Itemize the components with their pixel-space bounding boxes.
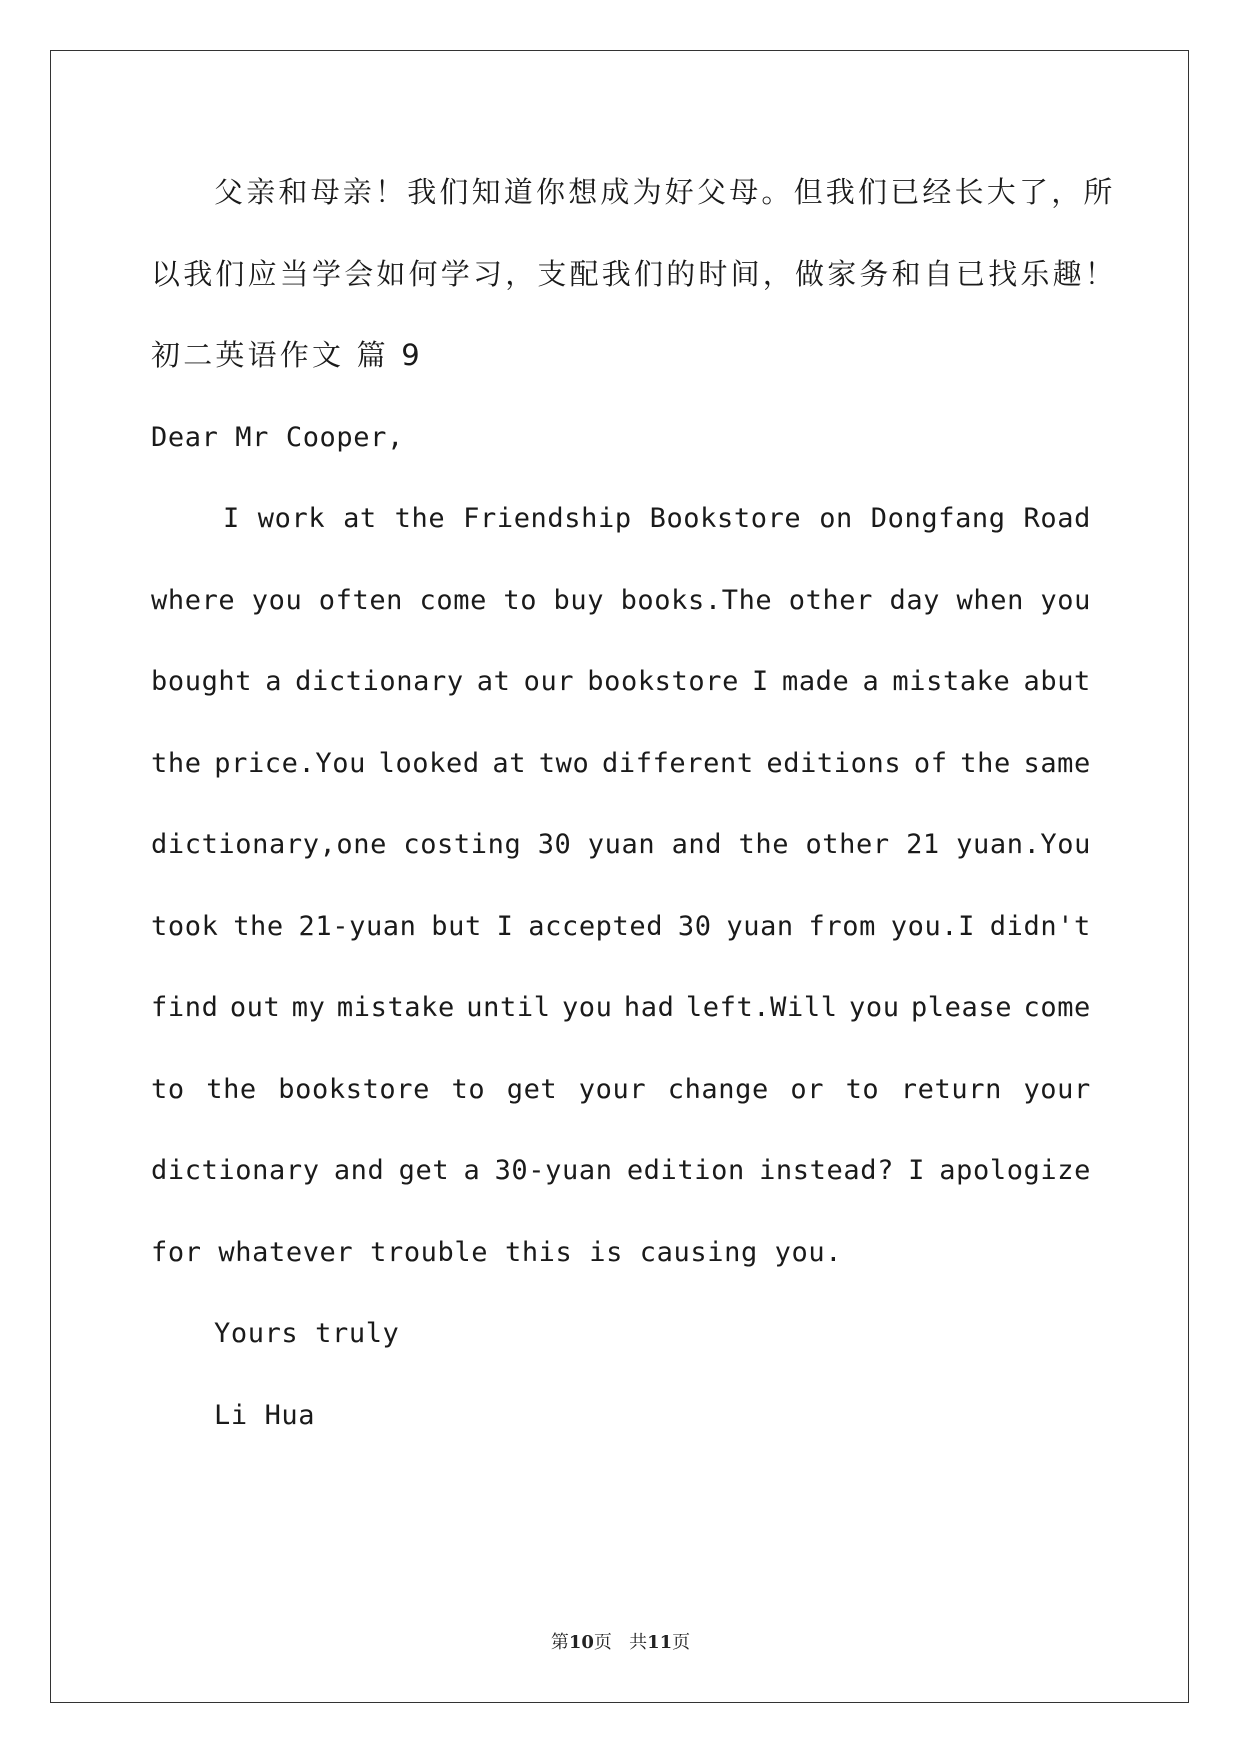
word: instead? — [759, 1155, 894, 1186]
word: to — [503, 584, 538, 616]
word: until — [466, 992, 551, 1023]
document-body — [151, 152, 1118, 1456]
word: abut — [1023, 666, 1091, 697]
word: my — [291, 992, 326, 1023]
word: get — [506, 1073, 558, 1105]
letter-body-line — [151, 886, 1091, 968]
word: return — [900, 1073, 1002, 1105]
word: different — [602, 747, 754, 779]
word: apologize — [939, 1155, 1091, 1186]
section-heading: 初二英语作文 篇 9 — [151, 338, 423, 372]
salutation: Dear Mr Cooper, — [151, 421, 404, 453]
word: the — [960, 747, 1011, 779]
footer-total-pages: 11 — [647, 1632, 673, 1653]
word: accepted — [528, 910, 664, 942]
word: come — [1023, 992, 1091, 1023]
word: out — [229, 992, 281, 1023]
word: the — [206, 1073, 257, 1105]
paragraph-cn-line-1: 父亲和母亲！我们知道你想成为好父母。但我们已经长大了，所 — [214, 175, 1116, 209]
word: 30 — [677, 910, 712, 942]
word: the — [738, 829, 790, 860]
word: and — [671, 829, 723, 860]
word: you — [1040, 584, 1091, 616]
word: same — [1023, 747, 1091, 779]
word: please — [910, 992, 1013, 1023]
word: often — [318, 584, 404, 616]
word: I — [752, 666, 769, 697]
word: your — [578, 1073, 647, 1105]
word: where — [151, 584, 236, 616]
word: costing — [403, 829, 522, 860]
word: a — [463, 1155, 481, 1186]
word: a — [862, 666, 880, 697]
page-footer — [0, 1628, 1241, 1654]
word: yuan — [726, 910, 794, 942]
word: our — [523, 666, 575, 697]
word: editions — [766, 747, 902, 779]
word: bookstore — [587, 666, 739, 697]
word: a — [265, 666, 283, 697]
letter-body-line — [151, 641, 1091, 723]
letter-body — [151, 478, 1091, 1212]
word: Road — [1023, 503, 1091, 534]
word: yuan — [587, 829, 656, 860]
word: books.The — [620, 584, 773, 616]
word: didn't — [989, 910, 1091, 942]
word: you — [251, 584, 303, 616]
word: come — [419, 584, 487, 616]
word: two — [538, 747, 590, 779]
word: but — [431, 910, 482, 942]
word: at — [476, 666, 511, 697]
word: 21-yuan — [298, 910, 417, 942]
word: edition — [626, 1155, 745, 1186]
word: or — [790, 1073, 825, 1105]
word: Friendship — [463, 503, 632, 534]
letter-body-line — [151, 804, 1091, 886]
letter-body-line — [151, 478, 1091, 560]
footer-current-page: 10 — [568, 1632, 594, 1653]
letter-body-line — [151, 723, 1091, 805]
word: made — [781, 666, 850, 697]
word: the — [394, 503, 446, 534]
footer-page-word: 页 — [593, 1632, 612, 1653]
word: dictionary,one — [151, 829, 387, 860]
word: 21 — [906, 829, 940, 860]
word: at — [492, 747, 527, 779]
word: on — [819, 503, 853, 534]
footer-prefix: 第 — [550, 1632, 569, 1653]
word: and — [333, 1155, 385, 1186]
footer-total-prefix: 共 — [629, 1632, 648, 1653]
word: change — [667, 1073, 769, 1105]
word: I — [496, 910, 514, 942]
word: had — [623, 992, 675, 1023]
signature: Li Hua — [214, 1399, 316, 1431]
word: the — [151, 747, 202, 779]
word: Dongfang — [870, 503, 1006, 534]
word: yuan.You — [956, 829, 1091, 860]
letter-body-line — [151, 1130, 1091, 1212]
word: to — [845, 1073, 880, 1105]
word: price.You — [214, 747, 366, 779]
word: get — [398, 1155, 450, 1186]
word: from — [808, 910, 876, 942]
word: you.I — [890, 910, 976, 942]
word: day — [889, 584, 941, 616]
word: took — [151, 910, 219, 942]
word: bookstore — [278, 1073, 430, 1105]
word: the — [233, 910, 284, 942]
word: to — [151, 1073, 185, 1105]
word: your — [1023, 1073, 1091, 1105]
word: bought — [151, 666, 253, 697]
word: dictionary — [151, 1155, 320, 1186]
word: mistake — [336, 992, 455, 1023]
word: find — [151, 992, 219, 1023]
word: to — [451, 1073, 486, 1105]
word: mistake — [892, 666, 1011, 697]
word: when — [956, 584, 1024, 616]
word: left.Will — [685, 992, 838, 1023]
word: dictionary — [295, 666, 464, 697]
paragraph-cn-line-2: 以我们应当学会如何学习，支配我们的时间，做家务和自已找乐趣！ — [151, 256, 1118, 291]
footer-gap — [612, 1632, 629, 1653]
word: I — [223, 503, 240, 534]
letter-last-line: for whatever trouble this is causing you. — [151, 1236, 843, 1268]
word: of — [913, 747, 948, 779]
footer-total-suffix: 页 — [672, 1632, 691, 1653]
word: you — [848, 992, 900, 1023]
word: you — [561, 992, 613, 1023]
word: other — [788, 584, 874, 616]
letter-body-line — [151, 967, 1091, 1049]
word: 30-yuan — [494, 1155, 613, 1186]
letter-body-line — [151, 560, 1091, 642]
word: buy — [553, 584, 605, 616]
word: Bookstore — [649, 503, 802, 534]
word: work — [257, 503, 326, 534]
word: I — [908, 1155, 926, 1186]
word: 30 — [537, 829, 572, 860]
word: other — [805, 829, 890, 860]
letter-body-line — [151, 1049, 1091, 1131]
word: looked — [378, 747, 480, 779]
closing: Yours truly — [214, 1318, 400, 1349]
word: at — [343, 503, 377, 534]
